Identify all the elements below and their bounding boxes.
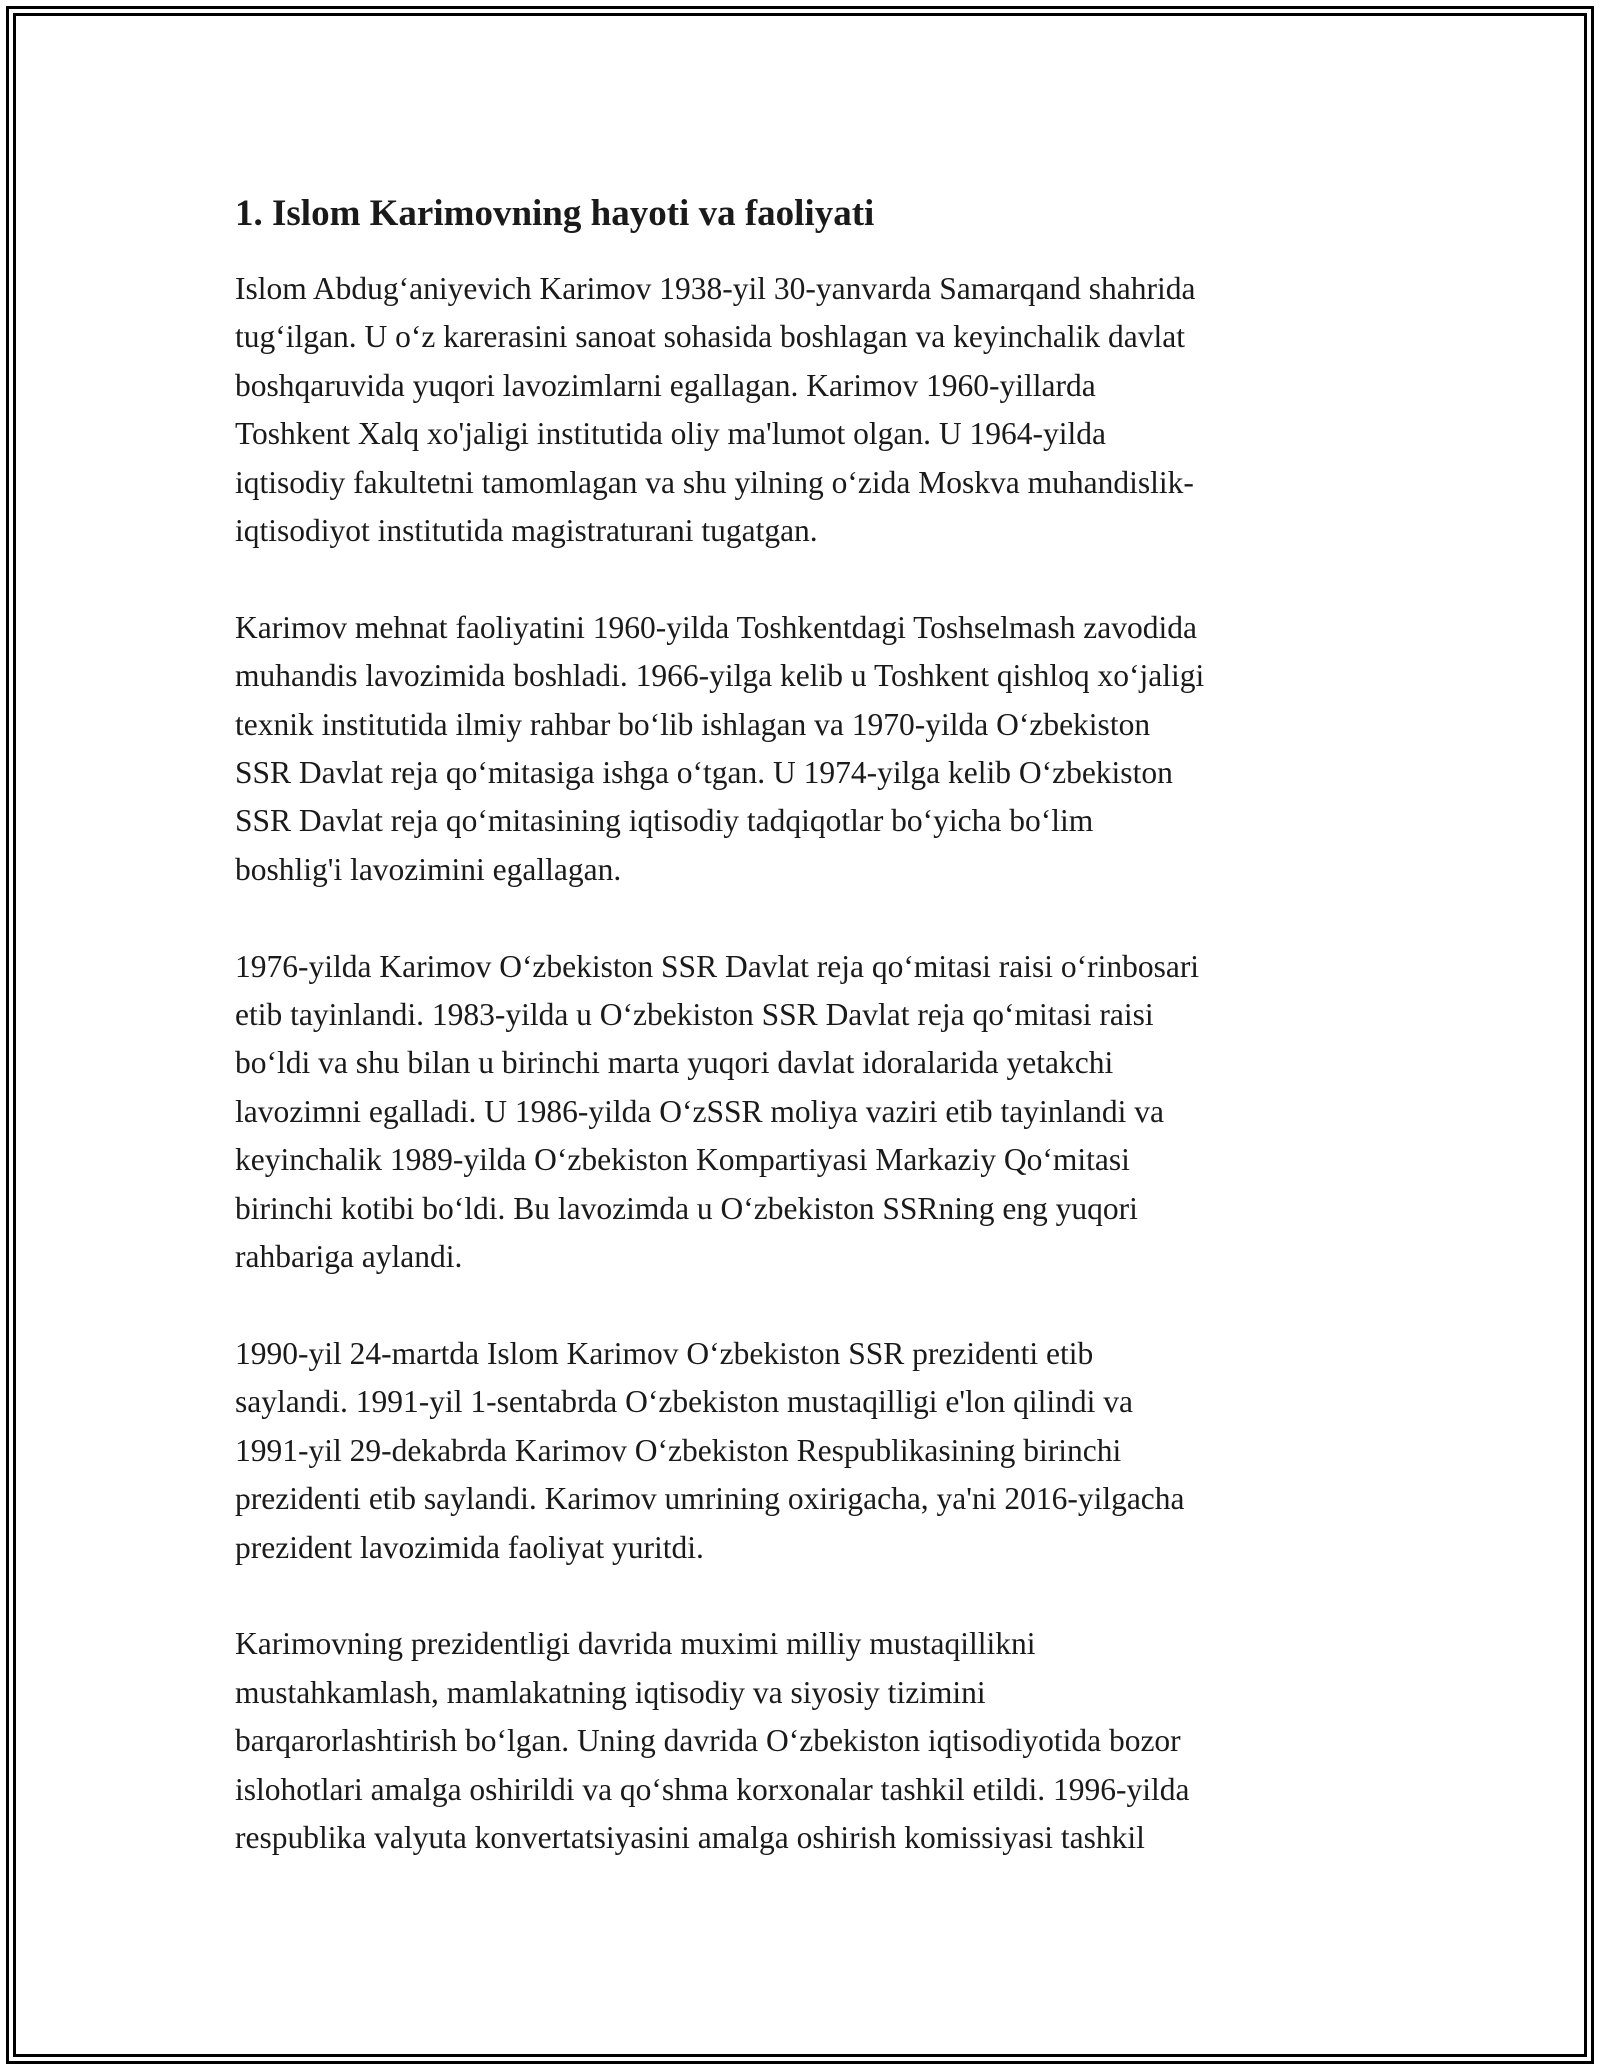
text-line: Karimovning prezidentligi davrida muximi milliy mustaqillikni [235, 1626, 1036, 1662]
text-line: mustahkamlash, mamlakatning iqtisodiy va siyosiy tizimini [235, 1674, 986, 1710]
text-line: SSR Davlat reja qo‘mitasiga ishga o‘tgan. U 1974-yilga kelib O‘zbekiston [235, 755, 1173, 791]
text-line: saylandi. 1991-yil 1-sentabrda O‘zbekiston mustaqilligi e'lon qilindi va [235, 1384, 1134, 1420]
document-body [235, 185, 1375, 1911]
text-line: tug‘ilgan. U o‘z karerasini sanoat sohasida boshlagan va keyinchalik davlat [235, 319, 1185, 355]
text-line: boshqaruvida yuqori lavozimlarni egallagan. Karimov 1960-yillarda [235, 367, 1096, 403]
text-line: boshlig'i lavozimini egallagan. [235, 851, 622, 887]
paragraph-5 [235, 1620, 1375, 1862]
text-line: prezident lavozimida faoliyat yuritdi. [235, 1529, 704, 1565]
text-line: keyinchalik 1989-yilda O‘zbekiston Kompartiyasi Markaziy Qo‘mitasi [235, 1142, 1130, 1178]
text-line: muhandis lavozimida boshladi. 1966-yilga kelib u Toshkent qishloq xo‘jaligi [235, 658, 1205, 694]
text-line: Karimov mehnat faoliyatini 1960-yilda Toshkentdagi Toshselmash zavodida [235, 609, 1197, 645]
paragraph-2 [235, 604, 1375, 894]
text-line: barqarorlashtirish bo‘lgan. Uning davrida O‘zbekiston iqtisodiyotida bozor [235, 1723, 1181, 1759]
text-line: bo‘ldi va shu bilan u birinchi marta yuqori davlat idoralarida yetakchi [235, 1045, 1114, 1081]
text-line: lavozimni egalladi. U 1986-yilda O‘zSSR moliya vaziri etib tayinlandi va [235, 1093, 1165, 1129]
paragraph-1 [235, 265, 1375, 555]
text-line: prezidenti etib saylandi. Karimov umrining oxirigacha, ya'ni 2016-yilgacha [235, 1481, 1185, 1517]
paragraph-4 [235, 1330, 1375, 1572]
text-line: rahbariga aylandi. [235, 1239, 463, 1275]
text-line: respublika valyuta konvertatsiyasini amalga oshirish komissiyasi tashkil [235, 1819, 1145, 1855]
text-line: 1990-yil 24-martda Islom Karimov O‘zbekiston SSR prezidenti etib [235, 1335, 1094, 1371]
text-line: iqtisodiy fakultetni tamomlagan va shu yilning o‘zida Moskva muhandislik- [235, 464, 1194, 500]
text-line: 1976-yilda Karimov O‘zbekiston SSR Davlat reja qo‘mitasi raisi o‘rinbosari [235, 948, 1200, 984]
text-line: Toshkent Xalq xo'jaligi institutida oliy ma'lumot olgan. U 1964-yilda [235, 416, 1106, 452]
text-line: etib tayinlandi. 1983-yilda u O‘zbekiston SSR Davlat reja qo‘mitasi raisi [235, 997, 1154, 1033]
text-line: birinchi kotibi bo‘ldi. Bu lavozimda u O‘zbekiston SSRning eng yuqori [235, 1190, 1138, 1226]
section-heading: 1. Islom Karimovning hayoti va faoliyati [235, 193, 875, 234]
paragraph-3 [235, 943, 1375, 1282]
text-line: islohotlari amalga oshirildi va qo‘shma korxonalar tashkil etildi. 1996-yilda [235, 1771, 1190, 1807]
text-line: SSR Davlat reja qo‘mitasining iqtisodiy tadqiqotlar bo‘yicha bo‘lim [235, 803, 1094, 839]
text-line: texnik institutida ilmiy rahbar bo‘lib ishlagan va 1970-yilda O‘zbekiston [235, 706, 1151, 742]
text-line: 1991-yil 29-dekabrda Karimov O‘zbekiston Respublikasining birinchi [235, 1432, 1122, 1468]
text-line: iqtisodiyot institutida magistraturani tugatgan. [235, 513, 818, 549]
text-line: Islom Abdug‘aniyevich Karimov 1938-yil 30-yanvarda Samarqand shahrida [235, 271, 1196, 306]
